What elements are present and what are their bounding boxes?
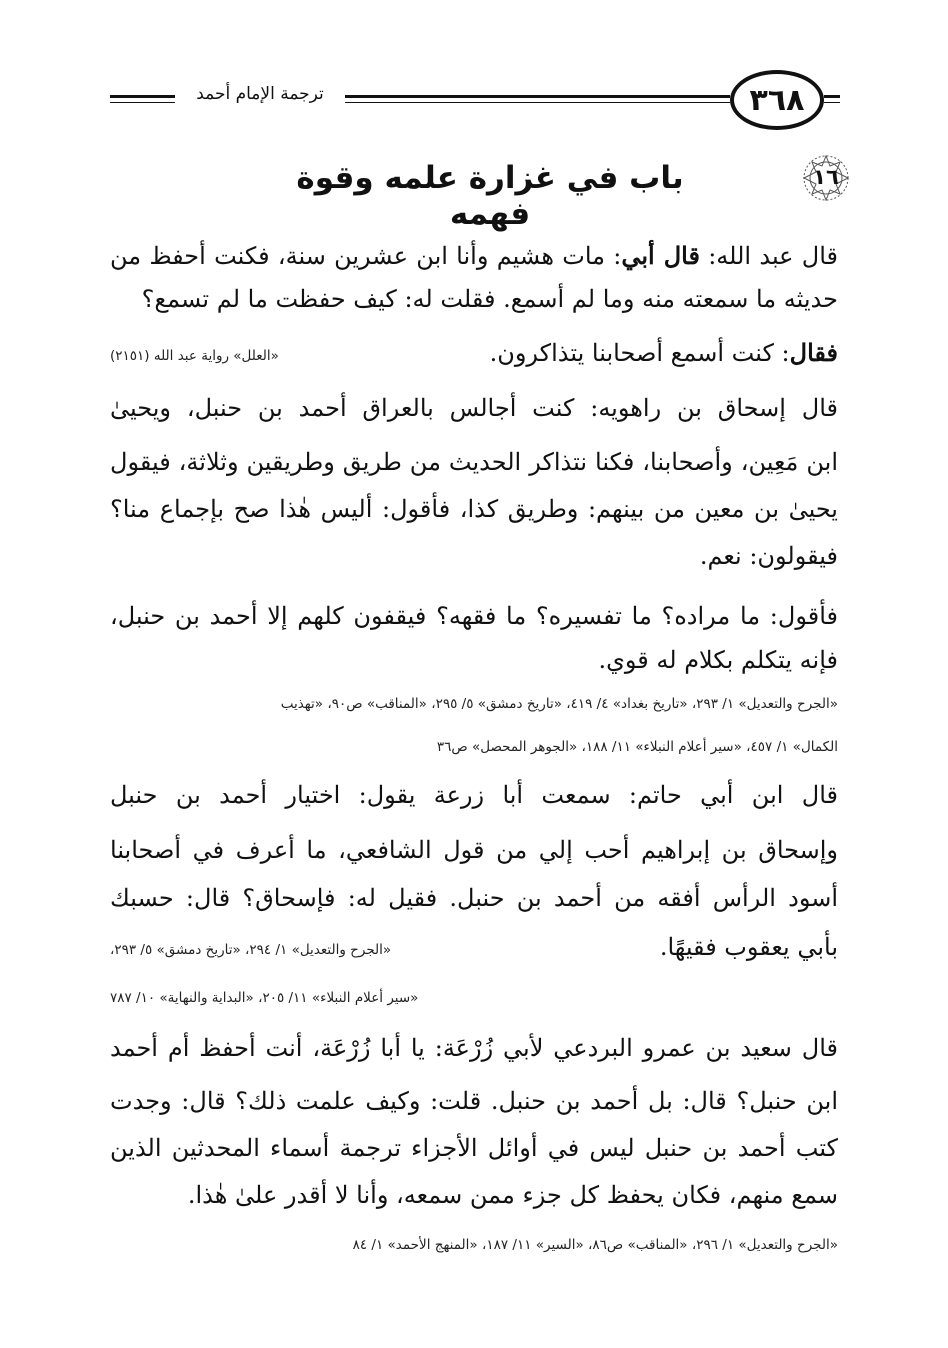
p5-line-1: قال سعيد بن عمرو البردعي لأبي زُرْعَة: يا أبا زُرْعَة، أنت أحفظ أم أحمد (110, 1034, 838, 1062)
p4-line-1: قال ابن أبي حاتم: سمعت أبا زرعة يقول: اختيار أحمد بن حنبل (110, 781, 838, 809)
p3-line-2: فإنه يتكلم بكلام له قوي. (598, 646, 838, 674)
page-number: ٣٦٨ (730, 70, 824, 130)
p1-bold-faqala: فقال (789, 338, 838, 367)
p1-line-3: فقال: كنت أسمع أصحابنا يتذاكرون. (489, 338, 838, 367)
p2-line-4: فيقولون: نعم. (699, 542, 838, 570)
p2-line-2: ابن مَعِين، وأصحابنا، فكنا نتذاكر الحديث من طريق وطريقين وثلاثة، فيقول (110, 448, 838, 476)
header-rule-right-thick (824, 95, 840, 98)
p5-line-4: سمع منهم، فكان يحفظ كل جزء ممن سمعه، وأنا لا أقدر علىٰ هٰذا. (187, 1181, 838, 1209)
p3-line-1: فأقول: ما مراده؟ ما تفسيره؟ ما فقهه؟ فيقفون كلهم إلا أحمد بن حنبل، (110, 602, 838, 630)
p1-bold-qala-abi: قال أبي (621, 241, 700, 270)
p1-reference: «العلل» رواية عبد الله (٢١٥١) (110, 348, 279, 364)
p4-reference-1: «الجرح والتعديل» ١/ ٢٩٤، «تاريخ دمشق» ٥/ ٢٩٣، (110, 942, 392, 958)
p2-line-3: يحيىٰ بن معين من بينهم: وطريق كذا، فأقول: أليس هٰذا صح بإجماع منا؟ (110, 495, 838, 523)
p2-line-1: قال إسحاق بن راهويه: كنت أجالس بالعراق أحمد بن حنبل، ويحيىٰ (110, 394, 838, 422)
p1-line-2: حديثه ما سمعته منه وما لم أسمع. فقلت له: كيف حفظت ما لم تسمع؟ (141, 285, 838, 313)
chapter-number: ١٦ (813, 165, 839, 189)
p1-line-1: قال عبد الله: قال أبي: مات هشيم وأنا ابن عشرين سنة، فكنت أحفظ من (110, 241, 838, 270)
header-rule-right-thin (824, 102, 840, 103)
p5-line-3: كتب أحمد بن حنبل ليس في أوائل الأجزاء ترجمة أسماء المحدثين الذين (110, 1134, 838, 1162)
chapter-title: باب في غزارة علمه وقوة فهمه (296, 160, 684, 232)
p3-reference-2: الكمال» ١/ ٤٥٧، «سير أعلام النبلاء» ١١/ ١٨٨، «الجوهر المحصل» ص٣٦ (436, 739, 838, 755)
running-title: ترجمة الإمام أحمد (175, 84, 345, 104)
p4-line-3: أسود الرأس أفقه من أحمد بن حنبل. فقيل له: فإسحاق؟ قال: حسبك (110, 884, 838, 912)
p5-reference: «الجرح والتعديل» ١/ ٢٩٦، «المناقب» ص٨٦، «السير» ١١/ ١٨٧، «المنهج الأحمد» ١/ ٨٤ (352, 1237, 838, 1253)
p5-line-2: ابن حنبل؟ قال: بل أحمد بن حنبل. قلت: وكيف علمت ذلك؟ قال: وجدت (110, 1087, 838, 1115)
p4-line-4: بأبي يعقوب فقيهًا. (659, 933, 838, 961)
p3-reference-1: «الجرح والتعديل» ١/ ٢٩٣، «تاريخ بغداد» ٤/ ٤١٩، «تاريخ دمشق» ٥/ ٢٩٥، «المناقب» ص٩٠، «تهذيب (280, 696, 838, 712)
p4-line-2: وإسحاق بن إبراهيم أحب إلي من قول الشافعي، ما أعرف في أصحابنا (110, 836, 838, 864)
p4-reference-2: «سير أعلام النبلاء» ١١/ ٢٠٥، «البداية والنهاية» ١٠/ ٧٨٧ (110, 990, 419, 1006)
